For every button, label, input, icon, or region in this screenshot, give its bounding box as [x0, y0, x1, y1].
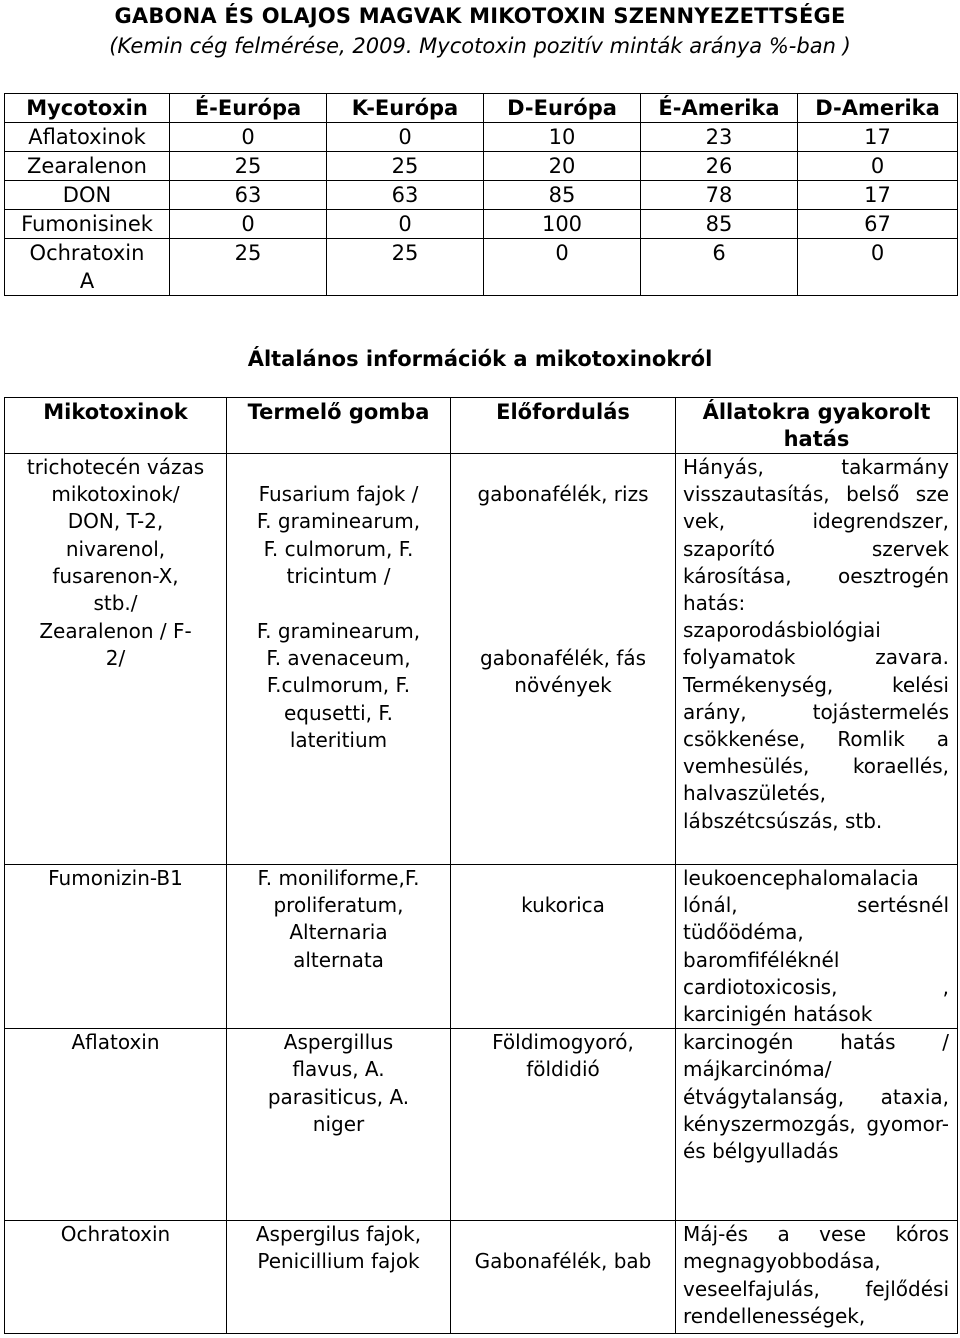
table-cell: 20: [484, 152, 641, 181]
occurrence-text: gabonafélék, fás növények: [479, 646, 647, 698]
fungus-name: Aspergillus flavus, A. parasiticus, A. niger: [267, 1030, 410, 1136]
table-cell: 25: [327, 152, 484, 181]
occurrence-text: kukorica: [521, 893, 605, 918]
occurrence-text: Gabonafélék, bab: [474, 1249, 652, 1274]
table-row: [5, 239, 958, 296]
effect-cell: Hányás, takarmány visszautasítás, belső sze vek, idegrendszer, szaporító szervek károsítása, oesztrogén hatás: szaporodásbiológiai folyamatok zavara. Termékenység, kelési arány, tojástermelés csökkenése, Romlik a vemhesülés, koraellés, halvaszületés, lábszétcsúszás, stb.: [676, 454, 958, 865]
occurrence-text: Földimogyoró, földidió: [492, 1030, 634, 1082]
row-label: Aflatoxinok: [5, 123, 170, 152]
table-cell: 17: [798, 181, 958, 210]
row-label: Ochratoxin A: [29, 241, 145, 293]
table-cell: 63: [327, 181, 484, 210]
column-header-cell: [227, 398, 451, 454]
table-cell: 25: [170, 152, 327, 181]
column-header: Termelő gomba: [247, 400, 430, 424]
fungus-cell: [227, 454, 451, 865]
effect-cell: leukoencephalomalacia lónál, sertésnél tüdőödéma, baromfiféléknél cardiotoxicosis, , karcinigén hatások: [676, 865, 958, 1029]
fungus-cell: [227, 1029, 451, 1221]
document-subtitle: (Kemin cég felmérése, 2009. Mycotoxin pozitív minták aránya %-ban ): [109, 34, 851, 58]
table-header-row: [5, 398, 958, 454]
column-header: Mikotoxinok: [43, 400, 188, 424]
section-heading: Általános információk a mikotoxinokról: [247, 347, 713, 371]
table-row: [5, 123, 958, 152]
row-label: DON: [5, 181, 170, 210]
table-cell: 0: [170, 210, 327, 239]
fungus-cell: [227, 1221, 451, 1334]
column-header: Állatokra gyakorolt hatás: [702, 400, 931, 451]
table-row: [5, 210, 958, 239]
occurrence-cell: [451, 865, 676, 1029]
occurrence-cell: [451, 1029, 676, 1221]
table-cell: 85: [641, 210, 798, 239]
column-header: D-Európa: [484, 94, 641, 123]
column-header: É-Amerika: [641, 94, 798, 123]
table-cell: 85: [484, 181, 641, 210]
toxin-cell: [5, 1221, 227, 1334]
table-cell: 26: [641, 152, 798, 181]
table-cell: 100: [484, 210, 641, 239]
table-cell: 67: [798, 210, 958, 239]
occurrence-cell: [451, 454, 676, 865]
mycotoxin-prevalence-table: [4, 93, 958, 296]
toxin-name: Zearalenon / F- 2/: [39, 619, 192, 671]
table-cell: 0: [484, 239, 641, 296]
table-cell: 78: [641, 181, 798, 210]
fungus-name: F. moniliforme,F. proliferatum, Alternaria alternata: [257, 866, 420, 972]
toxin-cell: [5, 1029, 227, 1221]
effect-cell: karcinogén hatás / májkarcinóma/ étvágytalanság, ataxia, kényszermozgás, gyomor-és bélgyulladás: [676, 1029, 958, 1221]
toxin-name: Ochratoxin: [60, 1222, 171, 1247]
table-cell: 23: [641, 123, 798, 152]
table-row: [5, 181, 958, 210]
toxin-name: Fumonizin-B1: [48, 866, 183, 890]
table-row: [5, 1221, 958, 1334]
toxin-cell: [5, 454, 227, 865]
column-header-cell: [451, 398, 676, 454]
row-label-cell: [5, 239, 170, 296]
table-cell: 17: [798, 123, 958, 152]
table-cell: 0: [327, 123, 484, 152]
table-cell: 0: [798, 152, 958, 181]
table-cell: 25: [327, 239, 484, 296]
toxin-cell: [5, 865, 227, 1029]
row-label: Fumonisinek: [5, 210, 170, 239]
table-cell: 25: [170, 239, 327, 296]
table-row: [5, 454, 958, 865]
fungus-cell: [227, 865, 451, 1029]
toxin-name: Aflatoxin: [71, 1030, 160, 1055]
fungus-name: Aspergilus fajok, Penicillium fajok: [255, 1222, 422, 1274]
mycotoxin-info-table: [4, 397, 958, 1334]
column-header: D-Amerika: [798, 94, 958, 123]
table-row: [5, 865, 958, 1029]
fungus-name: F. graminearum, F. avenaceum, F.culmorum, F. equsetti, F. lateritium: [256, 619, 421, 752]
column-header: K-Európa: [327, 94, 484, 123]
table-cell: 0: [170, 123, 327, 152]
column-header: Mycotoxin: [5, 94, 170, 123]
document-title: GABONA ÉS OLAJOS MAGVAK MIKOTOXIN SZENNYEZETTSÉGE: [114, 4, 846, 28]
table-row: [5, 1029, 958, 1221]
fungus-name: Fusarium fajok / F. graminearum, F. culmorum, F. tricintum /: [256, 482, 421, 588]
row-label: Zearalenon: [5, 152, 170, 181]
occurrence-cell: [451, 1221, 676, 1334]
column-header-cell: [676, 398, 958, 454]
table-cell: 0: [327, 210, 484, 239]
table-cell: 6: [641, 239, 798, 296]
toxin-name: trichotecén vázas mikotoxinok/ DON, T-2, nivarenol, fusarenon-X, stb./: [26, 455, 205, 616]
table-cell: 0: [798, 239, 958, 296]
table-cell: 10: [484, 123, 641, 152]
table-cell: 63: [170, 181, 327, 210]
effect-cell: Máj-és a vese kóros megnagyobbodása, veseelfajulás, fejlődési rendellenességek,: [676, 1221, 958, 1334]
column-header-cell: [5, 398, 227, 454]
table-header-row: [5, 94, 958, 123]
table-row: [5, 152, 958, 181]
occurrence-text: gabonafélék, rizs: [477, 482, 649, 507]
column-header: É-Európa: [170, 94, 327, 123]
column-header: Előfordulás: [496, 400, 630, 424]
